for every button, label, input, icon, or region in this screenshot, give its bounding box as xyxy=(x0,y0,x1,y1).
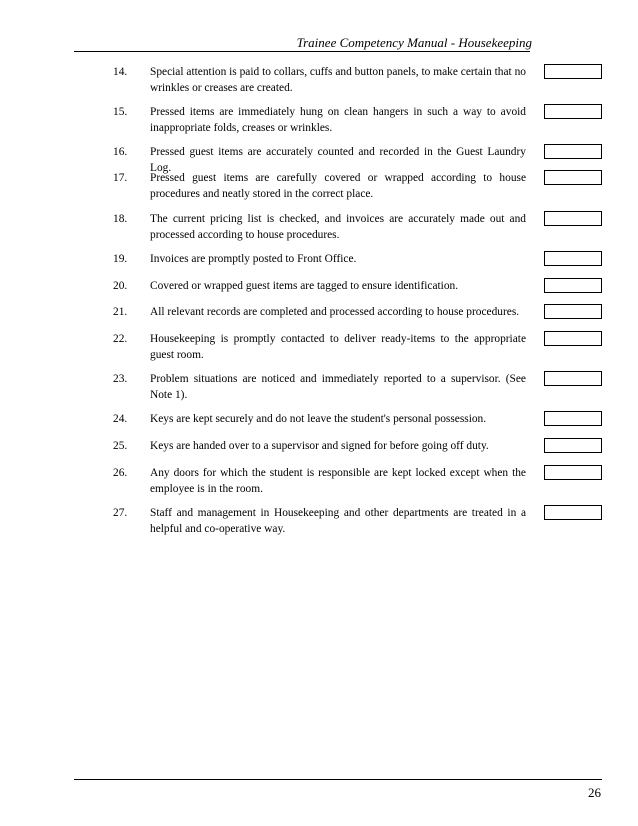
checkoff-box[interactable] xyxy=(544,104,602,119)
item-number: 18. xyxy=(113,213,128,225)
item-text: Special attention is paid to collars, cuffs and button panels, to make certain that no wrinkles or creases are created. xyxy=(150,66,526,94)
item-number: 20. xyxy=(113,280,128,292)
item-number: 14. xyxy=(113,66,128,78)
item-text: Any doors for which the student is responsible are kept locked except when the employee is in the room. xyxy=(150,467,526,495)
item-number: 26. xyxy=(113,467,128,479)
checkoff-box[interactable] xyxy=(544,411,602,426)
header-divider xyxy=(74,51,530,52)
item-number: 19. xyxy=(113,253,128,265)
item-number: 17. xyxy=(113,172,128,184)
checkoff-box[interactable] xyxy=(544,170,602,185)
item-text: The current pricing list is checked, and invoices are accurately made out and processed according to house procedures. xyxy=(150,213,526,241)
page-number: 26 xyxy=(588,785,601,800)
item-text: Problem situations are noticed and immediately reported to a supervisor. (See Note 1). xyxy=(150,373,526,401)
item-text: Keys are handed over to a supervisor and signed for before going off duty. xyxy=(150,440,489,452)
item-number: 27. xyxy=(113,507,128,519)
checkoff-box[interactable] xyxy=(544,505,602,520)
item-text: Invoices are promptly posted to Front Office. xyxy=(150,253,357,265)
checkoff-box[interactable] xyxy=(544,438,602,453)
header-title: Trainee Competency Manual - Housekeeping xyxy=(296,35,532,50)
item-text: Pressed items are immediately hung on clean hangers in such a way to avoid inappropriate folds, creases or wrinkles. xyxy=(150,106,526,134)
item-number: 22. xyxy=(113,333,128,345)
checkoff-box[interactable] xyxy=(544,465,602,480)
item-text: Staff and management in Housekeeping and other departments are treated in a helpful and co-operative way. xyxy=(150,507,526,535)
item-number: 23. xyxy=(113,373,128,385)
checkoff-box[interactable] xyxy=(544,251,602,266)
item-number: 15. xyxy=(113,106,128,118)
checkoff-box[interactable] xyxy=(544,64,602,79)
item-text: Covered or wrapped guest items are tagged to ensure identification. xyxy=(150,280,459,292)
checkoff-box[interactable] xyxy=(544,304,602,319)
item-text: Pressed guest items are carefully covered or wrapped according to house procedures and neatly stored in the correct place. xyxy=(150,172,526,200)
footer-divider xyxy=(74,779,602,780)
item-text: Keys are kept securely and do not leave the student's personal possession. xyxy=(150,413,487,425)
checkoff-box[interactable] xyxy=(544,371,602,386)
checkoff-box[interactable] xyxy=(544,331,602,346)
item-text: All relevant records are completed and processed according to house procedures. xyxy=(150,306,520,318)
item-number: 25. xyxy=(113,440,128,452)
checkoff-box[interactable] xyxy=(544,278,602,293)
checkoff-box[interactable] xyxy=(544,211,602,226)
item-number: 24. xyxy=(113,413,128,425)
item-number: 16. xyxy=(113,146,128,158)
checkoff-box[interactable] xyxy=(544,144,602,159)
item-text: Housekeeping is promptly contacted to deliver ready-items to the appropriate guest room. xyxy=(150,333,526,361)
item-number: 21. xyxy=(113,306,128,318)
item-text: Pressed guest items are accurately counted and recorded in the Guest Laundry Log. xyxy=(150,146,526,174)
